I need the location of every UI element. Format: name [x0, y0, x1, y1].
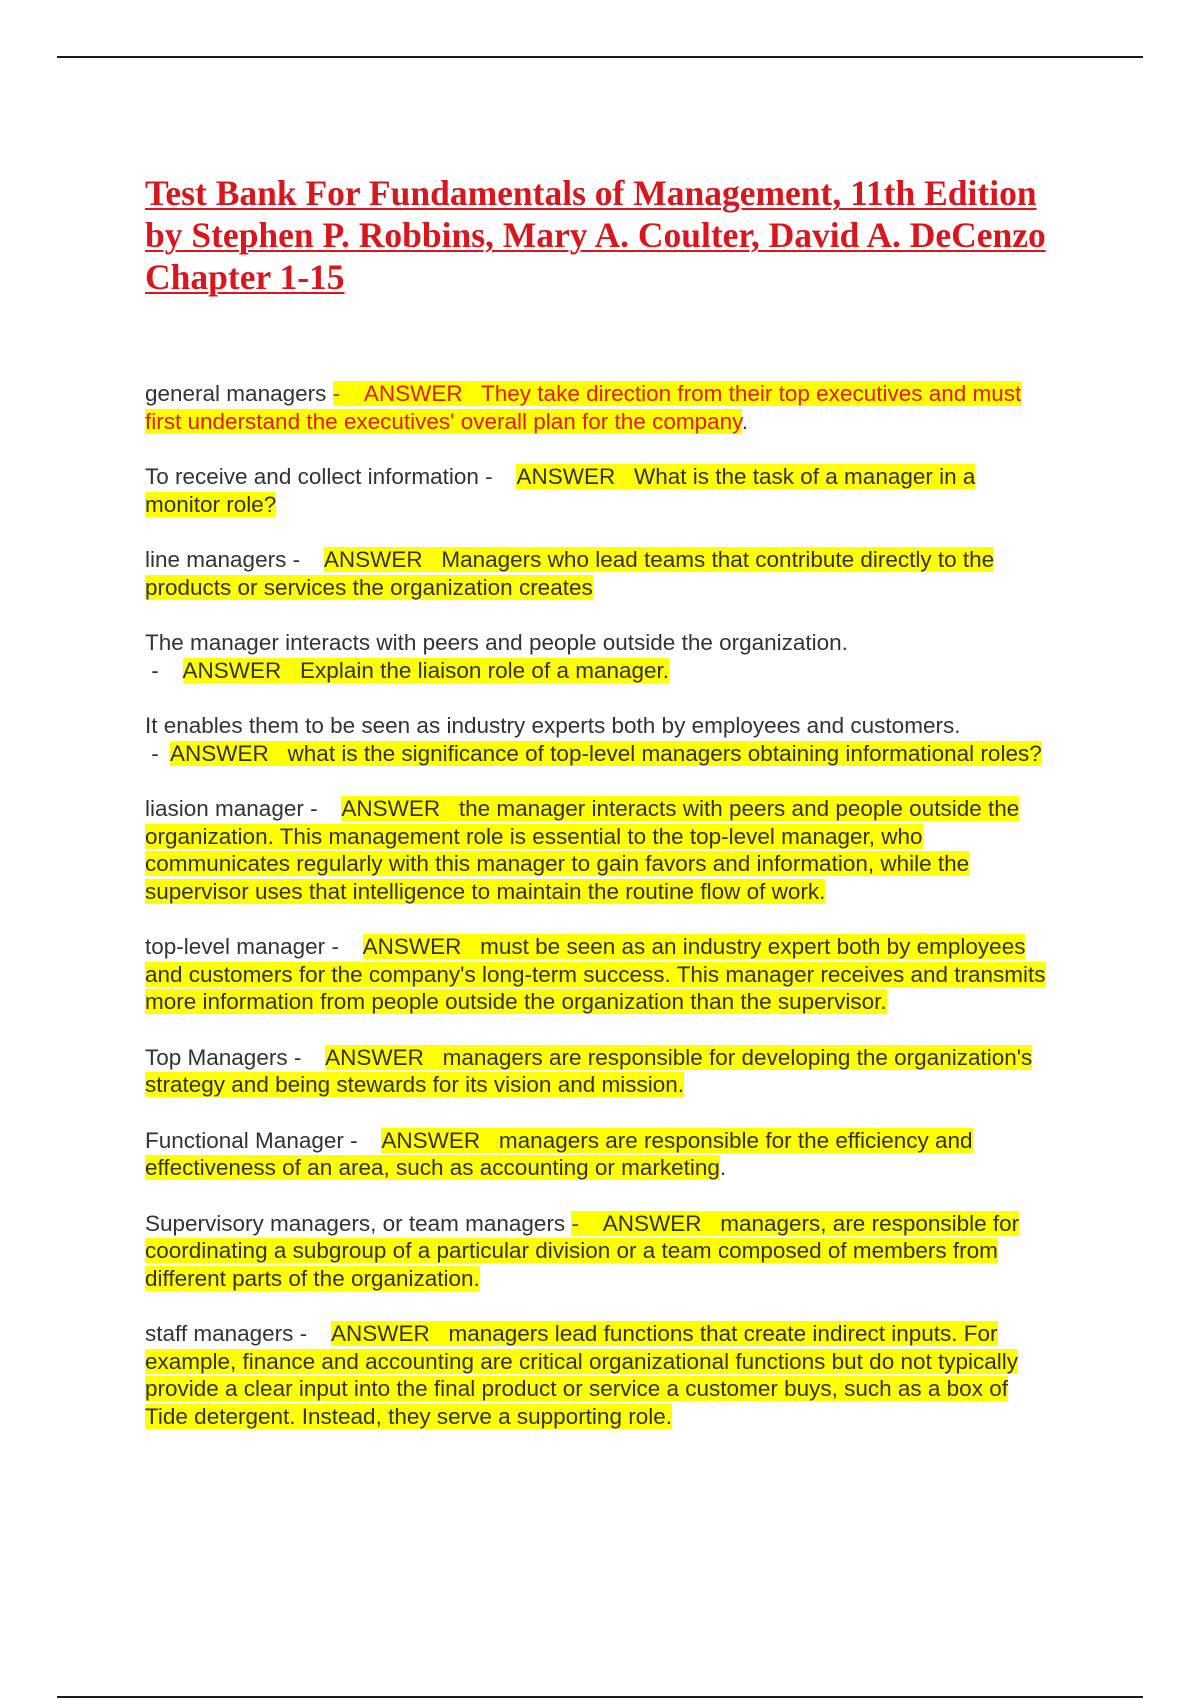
question-text: Top Managers — [145, 1044, 288, 1070]
trailing-punct: . — [741, 408, 748, 434]
qa-entry — [145, 380, 1050, 435]
answer-label: ANSWER — [363, 381, 463, 406]
answer-text: must be seen as an industry expert both by employees and customers for the company's long-term success. This manager receives and transmits more information from people outside the organization than the supervisor. — [145, 934, 1046, 1014]
qa-entry: Top Managers - ANSWER managers are responsible for developing the organization's strategy and being stewards for its vision and mission. — [145, 1044, 1033, 1097]
answer-text: managers are responsible for developing the organization's strategy and being stewards for its vision and mission. — [145, 1044, 1033, 1097]
question-text: The manager interacts with peers and people outside the organization. — [145, 630, 848, 655]
answer-highlight: - ANSWER They take direction from their top executives and must first understand the executives' overall plan for the company — [145, 381, 1022, 434]
qa-entry — [145, 1210, 1050, 1293]
answer-text: What is the task of a manager in a monitor role? — [145, 464, 976, 517]
question-text: general managers — [145, 381, 327, 406]
question-text: staff managers — [145, 1321, 294, 1346]
qa-entry: The manager interacts with peers and people outside the organization. - ANSWER Explain the liaison role of a manager. — [145, 630, 848, 683]
question-text: Supervisory managers, or team managers — [145, 1210, 566, 1236]
question-text: Functional Manager — [145, 1127, 344, 1153]
question-text: line managers — [145, 547, 287, 572]
answer-label: ANSWER — [602, 1210, 702, 1236]
question-text: It enables them to be seen as industry experts both by employees and customers. — [145, 713, 961, 738]
answer-text: They take direction from their top executives and must first understand the executives' overall plan for the company — [145, 381, 1022, 434]
document-title: Test Bank For Fundamentals of Management, 11th Edition by Stephen P. Robbins, Mary A. Coulter, David A. DeCenzo Chapter 1-15 — [145, 173, 1046, 297]
qa-entry: To receive and collect information - ANSWER What is the task of a manager in a monitor role? — [145, 464, 976, 517]
answer-label: ANSWER — [170, 740, 269, 766]
answer-text: managers lead functions that create indirect inputs. For example, finance and accounting are critical organizational functions but do not typically provide a clear input into the final product or service a customer buys, such as a box of Tide detergent. Instead, they serve a supporting role. — [145, 1321, 1019, 1429]
qa-entry: line managers - ANSWER Managers who lead teams that contribute directly to the products or services the organization creates — [145, 547, 995, 600]
answer-text: managers, are responsible for coordinating a subgroup of a particular division or a team composed of members from different parts of the organization. — [145, 1210, 1020, 1291]
bottom-rule — [57, 1696, 1143, 1698]
answer-label: ANSWER — [381, 1127, 481, 1153]
answer-highlight — [183, 658, 670, 683]
answer-label: ANSWER — [330, 1321, 430, 1346]
answer-highlight: - ANSWER managers, are responsible for coordinating a subgroup of a particular division or a team composed of members from different parts of the organization. — [145, 1210, 1020, 1291]
answer-text: managers are responsible for the efficiency and effectiveness of an area, such as accounting or marketing — [145, 1127, 973, 1180]
qa-list — [145, 380, 1055, 1430]
answer-text: what is the significance of top-level managers obtaining informational roles? — [287, 740, 1042, 766]
question-text: liasion manager — [145, 796, 304, 821]
answer-text: the manager interacts with peers and people outside the organization. This management role is essential to the top-level manager, who communicates regularly with this manager to gain favors and information, while the supervisor uses that intelligence to maintain the routine flow of work. — [145, 796, 1020, 904]
trailing-punct: . — [719, 1155, 727, 1180]
answer-text: Managers who lead teams that contribute directly to the products or services the organization creates — [145, 547, 995, 600]
qa-entry: It enables them to be seen as industry experts both by employees and customers. - ANSWER what is the significance of top-level managers obtaining informational roles? — [145, 713, 1042, 766]
answer-highlight — [170, 741, 1042, 766]
qa-entry: top-level manager - ANSWER must be seen as an industry expert both by employees and customers for the company's long-term success. This manager receives and transmits more information from people outside the organization than the supervisor. — [145, 934, 1046, 1014]
question-text: To receive and collect information — [145, 464, 479, 489]
answer-label: ANSWER — [516, 464, 616, 489]
qa-entry: liasion manager - ANSWER the manager interacts with peers and people outside the organization. This management role is essential to the top-level manager, who communicates regularly with this manager to gain favors and information, while the supervisor uses that intelligence to maintain the routine flow of work. — [145, 796, 1020, 904]
question-text: top-level manager — [145, 934, 326, 959]
answer-text: Explain the liaison role of a manager. — [300, 657, 670, 683]
answer-label: ANSWER — [182, 657, 282, 683]
qa-entry: staff managers - ANSWER managers lead functions that create indirect inputs. For example, finance and accounting are critical organizational functions but do not typically provide a clear input into the final product or service a customer buys, such as a box of Tide detergent. Instead, they serve a supporting role. — [145, 1321, 1019, 1429]
answer-label: ANSWER — [362, 934, 462, 959]
answer-label: ANSWER — [323, 547, 423, 572]
qa-entry: Functional Manager - ANSWER managers are responsible for the efficiency and effectiveness of an area, such as accounting or marketing. — [145, 1127, 973, 1180]
answer-label: ANSWER — [325, 1044, 424, 1070]
document-body — [145, 172, 1055, 1458]
answer-label: ANSWER — [341, 796, 441, 821]
top-rule — [57, 56, 1143, 58]
